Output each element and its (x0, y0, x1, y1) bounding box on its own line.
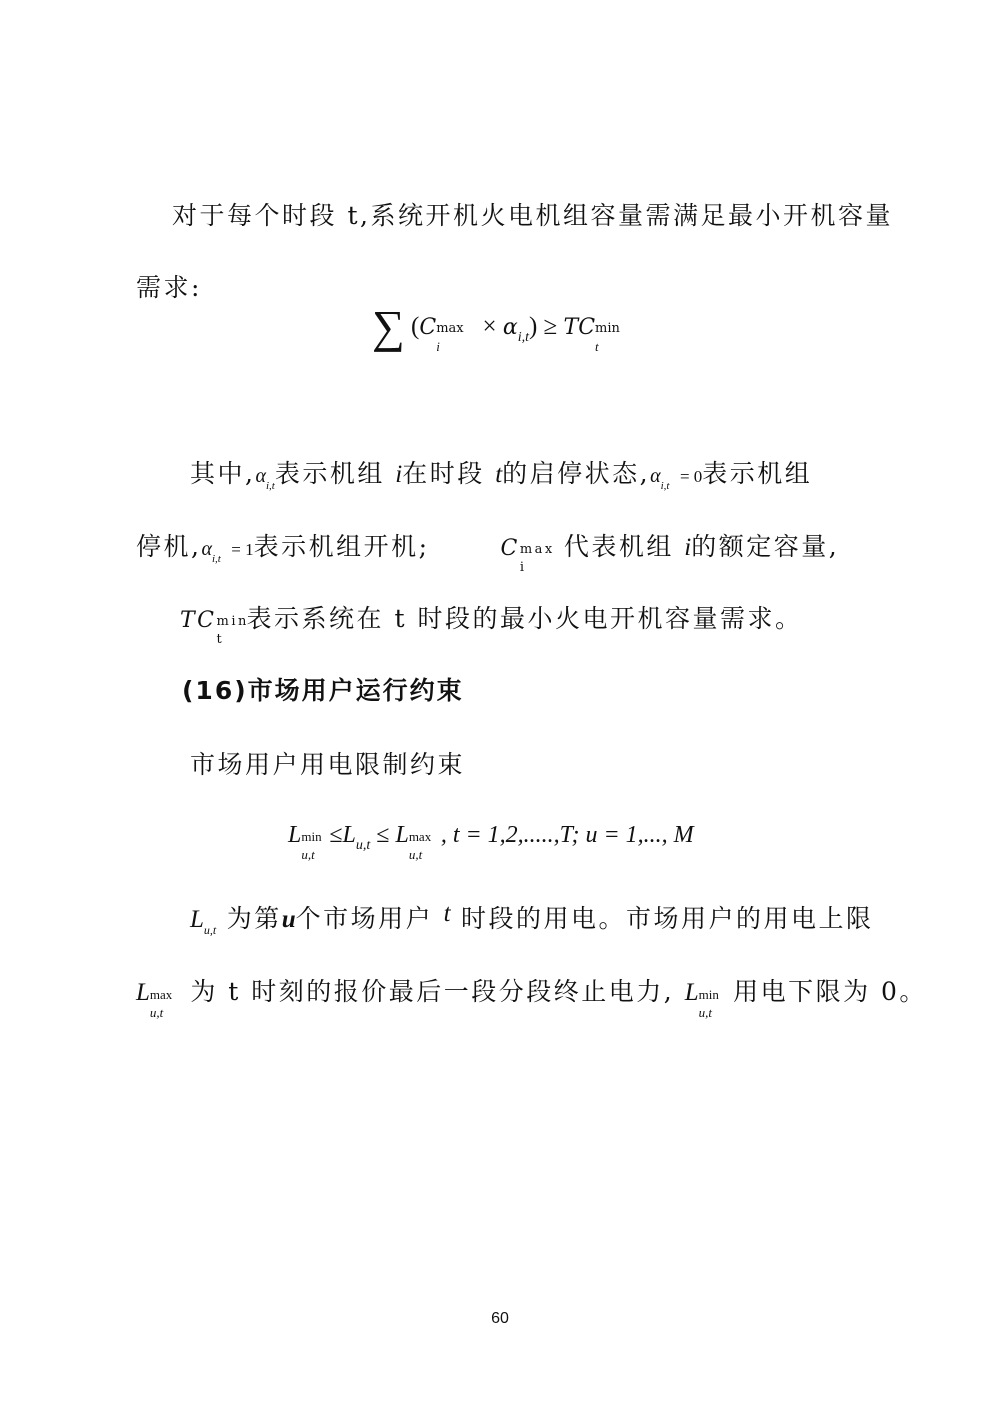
paragraph-2-line-3: TC min t 表示系统在 t 时段的最小火电开机容量需求。 (180, 604, 803, 647)
subheading: 市场用户用电限制约束 (190, 750, 466, 779)
section-heading: (16)市场用户运行约束 (182, 676, 464, 705)
paragraph-3-line-1: $L_{u,t}$ 为第u个市场用户 t 时段的用电。市场用户的用电上限 (190, 900, 874, 937)
paragraph-2-line-2: 停机$,\alpha_{i,t} = 1$表示机组开机; C max i 代表机组 i的额定容量, (136, 532, 840, 575)
page-number: 60 (491, 1310, 509, 1327)
paragraph-1-line-1: 对于每个时段 t,系统开机火电机组容量需满足最小开机容量 (172, 201, 893, 230)
equation-min-capacity: ∑ (C max i × $\alpha_{i,t}$) ≥ TC min t (372, 301, 620, 355)
paragraph-1-line-2: 需求: (136, 273, 202, 302)
equation-load-limit: L min u,t $\le L_{u,t} \le L$ max u,t , t = 1,2,.....,T; u = 1,..., M (288, 822, 694, 863)
paragraph-3-line-2: L max u,t 为 t 时刻的报价最后一段分段终止电力, L min u,t 用电下限为 0。 (136, 977, 927, 1020)
paragraph-2-line-1: 其中$,\alpha_{i,t}$表示机组 i在时段 t的启停状态$,\alpha_{i,t} = 0$表示机组 (190, 459, 813, 492)
